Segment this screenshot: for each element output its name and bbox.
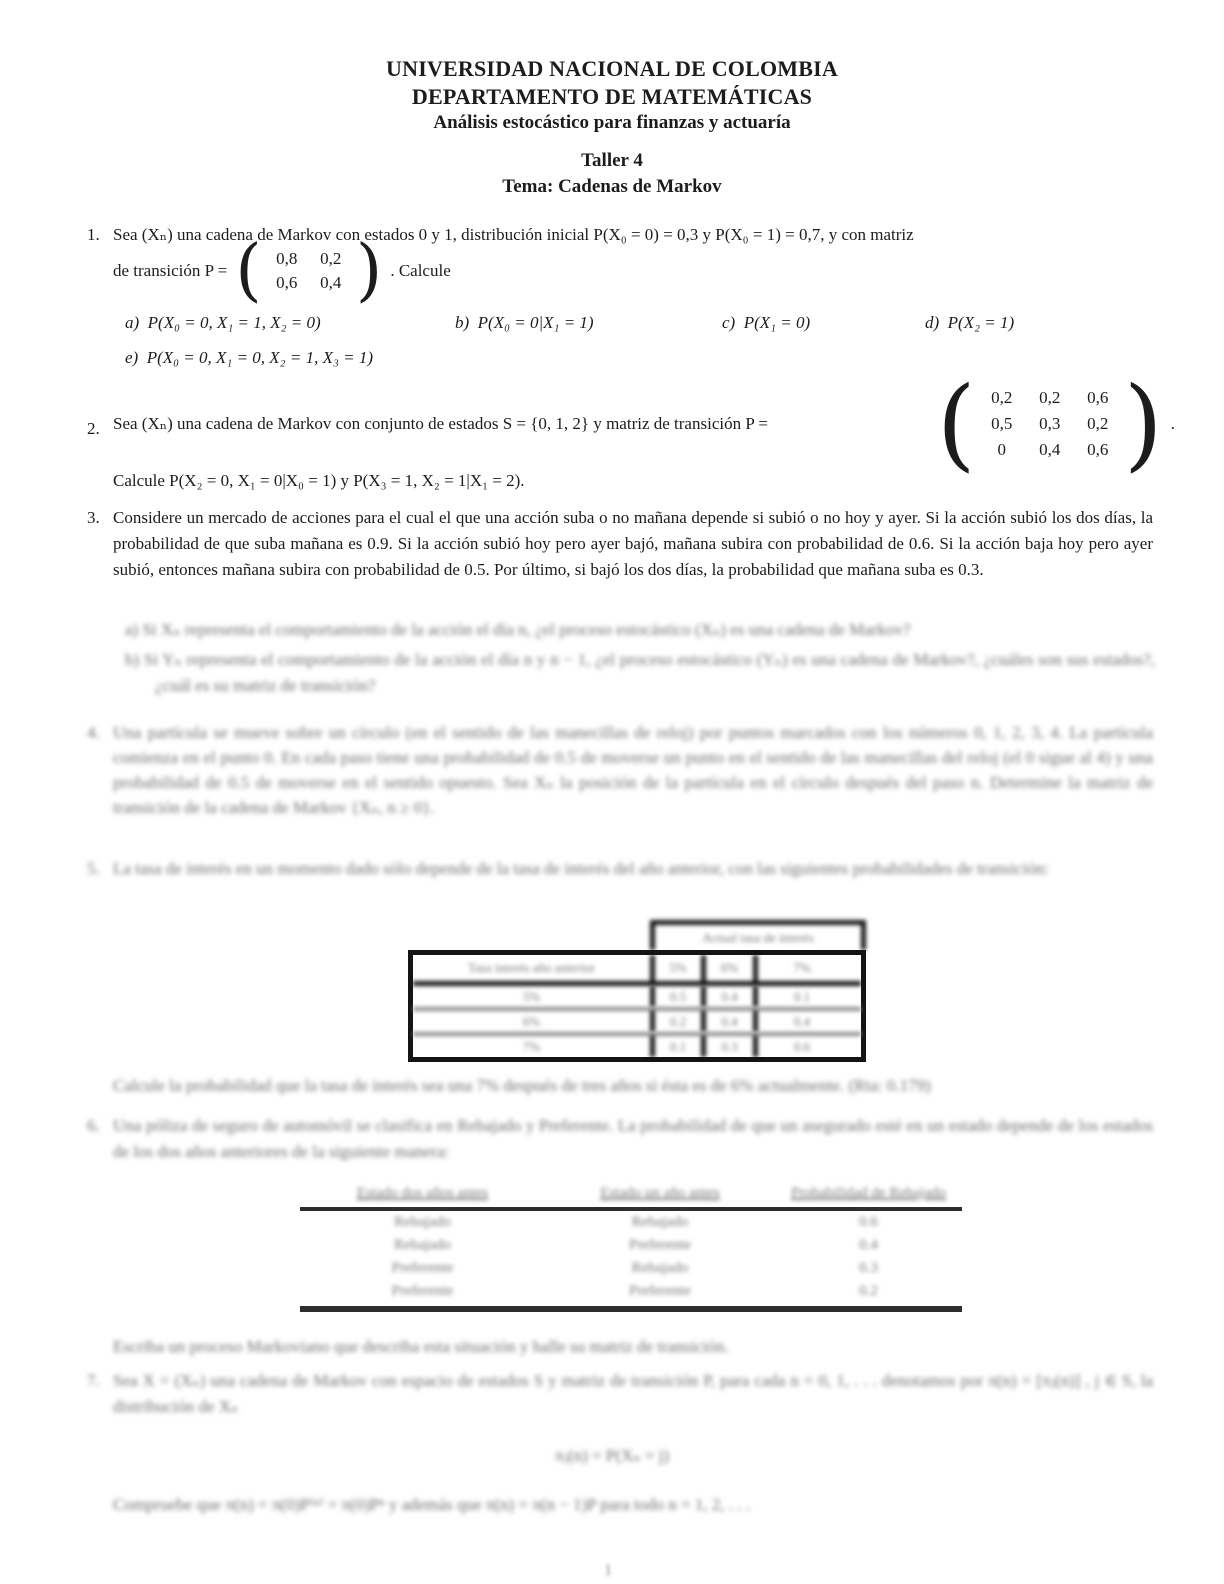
matrix-cell: 0,2	[320, 249, 342, 268]
problem-1-number: 1.	[87, 225, 100, 244]
table-cell: 0.4	[701, 1011, 753, 1032]
table-row	[413, 986, 861, 1007]
problem-1-item-c	[722, 310, 810, 336]
item-label: e)	[125, 348, 139, 367]
table-cell: Preferente	[391, 1283, 454, 1299]
column-header: Probabilidad de Rebajado	[791, 1185, 946, 1201]
row-label: 6%	[522, 1013, 541, 1029]
table-cell: 0.4	[701, 986, 753, 1007]
matrix-1-prefix: de transición P =	[113, 261, 228, 280]
problem-6-followup: Escriba un proceso Markoviano que describa esta situación y halle su matriz de transición.	[113, 1337, 729, 1356]
table-cell: Rebajado	[631, 1214, 689, 1230]
worksheet-title: Taller 4	[581, 150, 643, 171]
table-cell: Rebajado	[394, 1237, 451, 1253]
table-cell: Rebajado	[631, 1260, 689, 1276]
column-header: 6%	[701, 955, 753, 981]
item-label: c)	[722, 313, 736, 332]
problem-1-item-b	[455, 310, 594, 336]
problem-2-period: .	[1170, 414, 1175, 433]
table-cell: 0.6	[859, 1214, 878, 1230]
problem-3-item-a: a) Si Xₙ representa el comportamiento de la acción el día n, ¿el proceso estocástico (Xₙ) es una cadena de Markov?	[125, 620, 911, 639]
table-cell: 0.4	[859, 1237, 878, 1253]
left-paren: (	[936, 365, 976, 482]
problem-1-text-line2	[113, 231, 451, 311]
table-cell: 0.2	[859, 1283, 878, 1299]
matrix-cell: 0	[997, 440, 1006, 459]
table-row	[300, 1211, 962, 1234]
table-body	[408, 950, 866, 1062]
table-row	[413, 1007, 861, 1032]
transition-matrix-1	[235, 231, 383, 311]
item-label: a)	[125, 313, 140, 332]
problem-3-item-b: b) Si Yₙ representa el comportamiento de la acción el día n y n − 1, ¿el proceso estocástico (Yₙ) es una cadena de Markov?, ¿cuáles son sus estados?, ¿cuál es su matriz de transición?	[125, 650, 1155, 695]
matrix-cell: 0,6	[276, 273, 298, 292]
worksheet-topic: Tema: Cadenas de Markov	[502, 176, 722, 197]
problem-1-item-d	[925, 310, 1014, 336]
item-math: P(X₀ = 0, X₁ = 0, X₂ = 1, X₃ = 1)	[146, 348, 373, 367]
table-cell: 0.6	[753, 1036, 846, 1057]
problem-3-text: Considere un mercado de acciones para el cual el que una acción suba o no mañana depende si subió o no hoy y ayer. Si la acción subió los dos días, la probabilidad de que suba mañana es 0.9. Si la acción subió hoy pero ayer bajó, mañana subira con probabilidad de 0.6. Si la acción baja hoy pero ayer subió, entonces mañana subira con probabilidad de 0.5. Por último, si bajó los dos días, la probabilidad que mañana suba es 0.3.	[113, 508, 1153, 579]
matrix-cell: 0,2	[991, 388, 1013, 407]
problem-1-item-e	[125, 345, 373, 371]
left-paren: (	[235, 231, 262, 311]
problem-2-calc: Calcule P(X₂ = 0, X₁ = 0|X₀ = 1) y P(X₃ = 1, X₂ = 1|X₁ = 2).	[113, 471, 525, 490]
university-name: UNIVERSIDAD NACIONAL DE COLOMBIA	[386, 56, 838, 81]
matrix-cell: 0,6	[1087, 388, 1109, 407]
insurance-table	[300, 1182, 962, 1312]
item-label: b)	[455, 313, 470, 332]
item-math: P(X₀ = 0, X₁ = 1, X₂ = 0)	[147, 313, 321, 332]
table-cell: 0.1	[650, 1036, 701, 1057]
matrix-cell: 0,4	[320, 273, 342, 292]
table-cell: Preferente	[629, 1283, 691, 1299]
matrix-cell: 0,8	[276, 249, 298, 268]
column-header: 7%	[753, 955, 846, 981]
matrix-cell: 0,2	[1039, 388, 1061, 407]
problem-5-note: Calcule la probabilidad que la tasa de interés sea una 7% después de tres años si ésta es de 6% actualmente. (Rta: 0.179)	[113, 1076, 931, 1095]
column-header: Tasa interés año anterior	[467, 960, 596, 975]
problem-1-text-line1: Sea (Xₙ) una cadena de Markov con estados 0 y 1, distribución inicial P(X₀ = 0) = 0,3 y P(X₀ = 1) = 0,7, y con matriz	[113, 225, 914, 244]
problem-2-intro: Sea (Xₙ) una cadena de Markov con conjunto de estados S = {0, 1, 2} y matriz de transición P =	[113, 414, 768, 433]
problem-1-item-a	[125, 310, 321, 336]
table-cell: Preferente	[629, 1237, 691, 1253]
page-number: 1	[604, 1562, 612, 1579]
problem-5-number: 5.	[87, 859, 100, 878]
course-name: Análisis estocástico para finanzas y actuaría	[433, 112, 791, 133]
right-paren: )	[1123, 365, 1163, 482]
table-cell: 0.1	[753, 986, 846, 1007]
problem-7-number: 7.	[87, 1371, 100, 1390]
table-rule	[300, 1306, 962, 1312]
item-label: d)	[925, 313, 940, 332]
table-cell: 0.4	[753, 1011, 846, 1032]
problem-7-formula: πⱼ(n) = P(Xₙ = j)	[554, 1446, 670, 1465]
item-math: P(X₁ = 0)	[743, 313, 811, 332]
problem-6-text: Una póliza de seguro de automóvil se clasifica en Rebajado y Preferente. La probabilidad de que un asegurado esté en un estado depende de los estados de los dos años anteriores de la siguiente manera:	[113, 1116, 1153, 1161]
problem-2-number: 2.	[87, 419, 100, 438]
table-row	[413, 1032, 861, 1057]
table-header-row	[413, 955, 861, 986]
column-header: Estado dos años antes	[356, 1185, 489, 1201]
matrix-cell: 0,2	[1087, 414, 1109, 433]
table-row	[300, 1257, 962, 1280]
right-paren: )	[355, 231, 383, 311]
problem-3-number: 3.	[87, 508, 100, 527]
department-name: DEPARTAMENTO DE MATEMÁTICAS	[411, 84, 813, 109]
table-cell: 0.3	[701, 1036, 753, 1057]
row-label: 5%	[522, 988, 541, 1004]
table-row	[300, 1280, 962, 1303]
table-row	[300, 1234, 962, 1257]
item-math: P(X₂ = 1)	[947, 313, 1015, 332]
problem-4-number: 4.	[87, 723, 100, 742]
problem-7-text: Sea X = (Xₙ) una cadena de Markov con espacio de estados S y matriz de transición P, para cada n = 0, 1, . . . denotamos por π(n) = [πⱼ(n)] , j ∈ S, la distribución de Xₙ	[113, 1371, 1153, 1416]
matrix-cell: 0,4	[1039, 440, 1061, 459]
table-cell: 0.2	[650, 1011, 701, 1032]
column-header: 5%	[650, 955, 701, 981]
problem-6-number: 6.	[87, 1116, 100, 1135]
table-header-row	[300, 1182, 962, 1205]
matrix-cell: 0,3	[1039, 414, 1061, 433]
table-cell: 0.3	[859, 1260, 878, 1276]
table-cell: Preferente	[391, 1260, 454, 1276]
row-label: 7%	[522, 1038, 541, 1054]
matrix-1-suffix: . Calcule	[390, 261, 451, 280]
item-math: P(X₀ = 0|X₁ = 1)	[477, 313, 594, 332]
problem-7-final: Compruebe que π(n) = π(0)P⁽ⁿ⁾ = π(0)Pⁿ y además que π(n) = π(n − 1)P para todo n = 1, 2, . . .	[113, 1495, 751, 1514]
matrix-cell: 0,6	[1087, 440, 1109, 459]
table-cell: 0.5	[650, 986, 701, 1007]
table-cell: Rebajado	[394, 1214, 451, 1230]
table-top-header: Actual tasa de interés	[650, 920, 866, 950]
matrix-cell: 0,5	[991, 414, 1013, 433]
problem-4-text: Una partícula se mueve sobre un círculo (en el sentido de las manecillas de reloj) por puntos marcados con los números 0, 1, 2, 3, 4. La partícula comienza en el punto 0. En cada paso tiene una probabilidad de 0.5 de moverse un punto en el sentido de las manecillas del reloj (el 0 sigue al 4) y una probabilidad de 0.5 de moverse en el sentido opuesto. Sea Xₙ la posición de la partícula en el círculo después del paso n. Determine la matriz de transición de la cadena de Markov {Xₙ, n ≥ 0}.	[113, 723, 1153, 817]
problem-5-text: La tasa de interés en un momento dado sólo depende de la tasa de interés del año anterior, con las siguientes probabilidades de transición:	[113, 859, 1049, 878]
column-header: Estado un año antes	[600, 1185, 720, 1201]
transition-matrix-2	[936, 365, 1163, 482]
